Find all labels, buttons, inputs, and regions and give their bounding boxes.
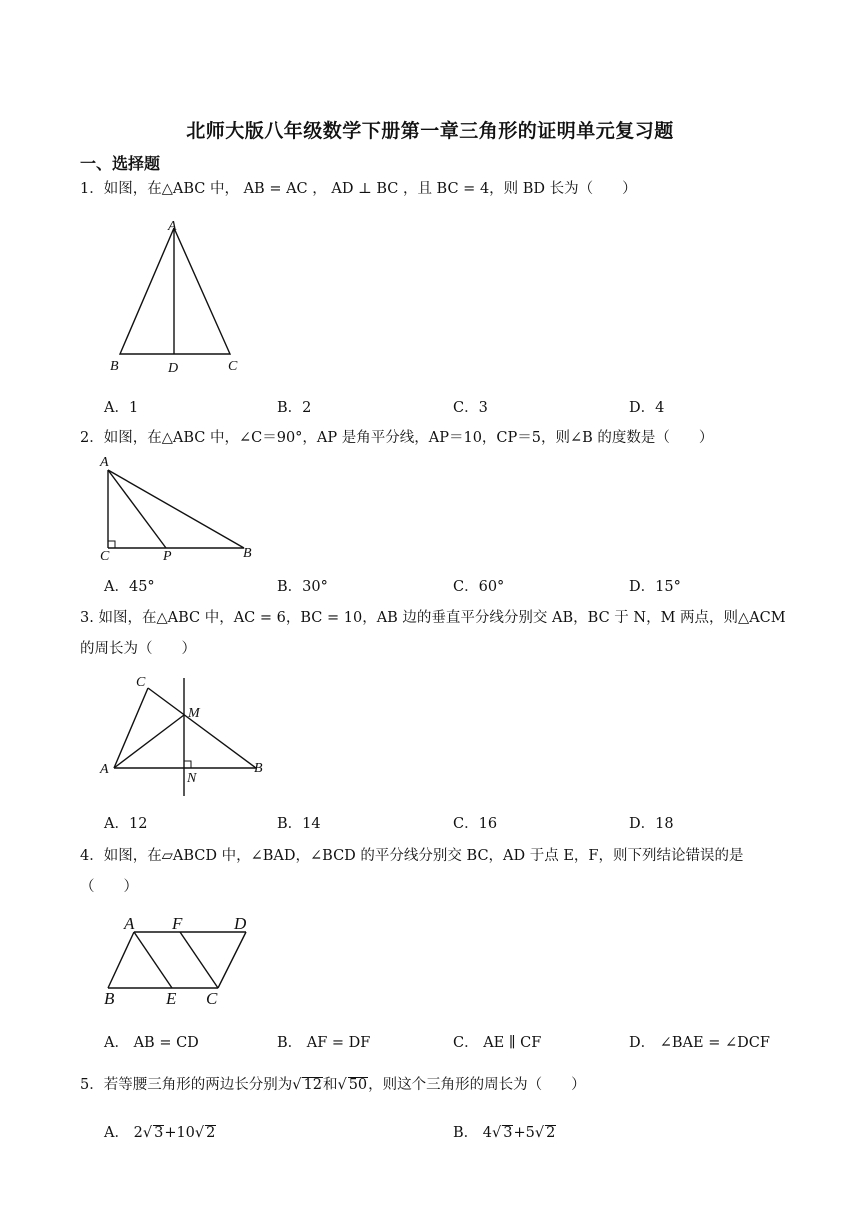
- question-3-line-1: 3. 如图，在△ABC 中，AC = 6，BC = 10，AB 边的垂直平分线分别交 AB，BC 于 N，M 两点，则△ACM: [80, 610, 786, 626]
- sqrt-icon: √: [492, 1125, 502, 1141]
- q5-b-radicand-2: 2: [546, 1125, 556, 1141]
- q5-option-b-label: B．: [453, 1125, 479, 1141]
- q5-a-coef-1: 2: [133, 1125, 143, 1141]
- q3-label-b: B: [254, 761, 263, 776]
- q4-option-b: B． AF = DF: [277, 1035, 371, 1051]
- q1-label-c: C: [228, 359, 238, 374]
- q3-label-n: N: [187, 771, 197, 786]
- q4-option-d: D． ∠BAE = ∠DCF: [629, 1035, 770, 1051]
- sqrt-icon: √: [292, 1077, 302, 1093]
- q1-label-d: D: [168, 361, 179, 376]
- q5-a-radicand-2: 2: [206, 1125, 216, 1141]
- q4-label-f: F: [172, 914, 183, 933]
- q5-radicand-2: 50: [348, 1077, 368, 1093]
- sqrt-icon: √: [534, 1125, 545, 1141]
- q3-option-c: C．16: [453, 816, 498, 832]
- question-1-text: 1．如图，在△ABC 中， AB = AC ， AD ⊥ BC ，且 BC = 4，则 BD 长为（ ）: [80, 181, 637, 197]
- q4-label-d: D: [234, 914, 247, 933]
- q2-label-c: C: [100, 549, 110, 564]
- q3-option-a: A．12: [104, 816, 148, 832]
- q5-option-b: [453, 1121, 556, 1142]
- q3-label-c: C: [136, 675, 146, 690]
- q3-option-b: B．14: [277, 816, 321, 832]
- q5-radicand-1: 12: [303, 1077, 322, 1093]
- q5-a-radicand-1: 3: [154, 1125, 164, 1141]
- q5-b-radicand-1: 3: [503, 1125, 513, 1141]
- question-5-text: [80, 1070, 586, 1100]
- section-heading: 一、选择题: [80, 154, 161, 173]
- q2-option-c: C．60°: [453, 579, 505, 595]
- question-3-figure: [96, 668, 276, 802]
- q5-b-coef-1: 4: [482, 1125, 492, 1141]
- q2-label-b: B: [243, 546, 252, 561]
- sqrt-icon: √: [194, 1125, 205, 1141]
- q5-option-a: [104, 1121, 216, 1142]
- q5-b-coef-2: +5: [513, 1125, 535, 1141]
- q4-label-a: A: [124, 914, 135, 933]
- question-4-line-2: （ ）: [80, 879, 138, 895]
- q3-label-m: M: [188, 706, 200, 721]
- q5-text-before: 5．若等腰三角形的两边长分别为: [80, 1077, 293, 1093]
- question-2-text: 2．如图，在△ABC 中，∠C＝90°，AP 是角平分线，AP＝10，CP＝5，则∠B 的度数是（ ）: [80, 430, 714, 446]
- sqrt-icon: √: [337, 1077, 347, 1093]
- q4-label-b: B: [104, 989, 115, 1008]
- q1-option-c: C．3: [453, 400, 488, 416]
- q4-label-c: C: [206, 989, 218, 1008]
- q1-option-b: B．2: [277, 400, 312, 416]
- q1-option-d: D．4: [629, 400, 665, 416]
- q4-option-c: C． AE ∥ CF: [453, 1035, 542, 1051]
- q2-option-d: D．15°: [629, 579, 681, 595]
- q1-label-b: B: [110, 359, 119, 374]
- question-2-figure: [96, 452, 266, 564]
- question-4-line-1: 4．如图，在▱ABCD 中，∠BAD，∠BCD 的平分线分别交 BC，AD 于点 E，F，则下列结论错误的是: [80, 848, 744, 864]
- q2-label-p: P: [163, 549, 172, 564]
- q5-text-after: ，则这个三角形的周长为（ ）: [368, 1077, 586, 1093]
- q5-text-mid: 和: [322, 1077, 338, 1093]
- q2-label-a: A: [100, 455, 109, 470]
- q5-option-a-label: A．: [104, 1125, 129, 1141]
- q1-label-a: A: [168, 219, 177, 234]
- q4-label-e: E: [166, 989, 177, 1008]
- q2-option-a: A．45°: [104, 579, 155, 595]
- question-4-figure: [96, 910, 271, 1010]
- page-title: 北师大版八年级数学下册第一章三角形的证明单元复习题: [186, 120, 674, 142]
- q4-option-a: A． AB = CD: [104, 1035, 199, 1051]
- q3-label-a: A: [100, 762, 109, 777]
- q5-a-coef-2: +10: [164, 1125, 195, 1141]
- q1-option-a: A．1: [104, 400, 139, 416]
- question-3-line-2: 的周长为（ ）: [80, 641, 196, 657]
- question-1-figure: [100, 214, 260, 379]
- q3-option-d: D．18: [629, 816, 674, 832]
- sqrt-icon: √: [142, 1125, 153, 1141]
- q2-option-b: B．30°: [277, 579, 328, 595]
